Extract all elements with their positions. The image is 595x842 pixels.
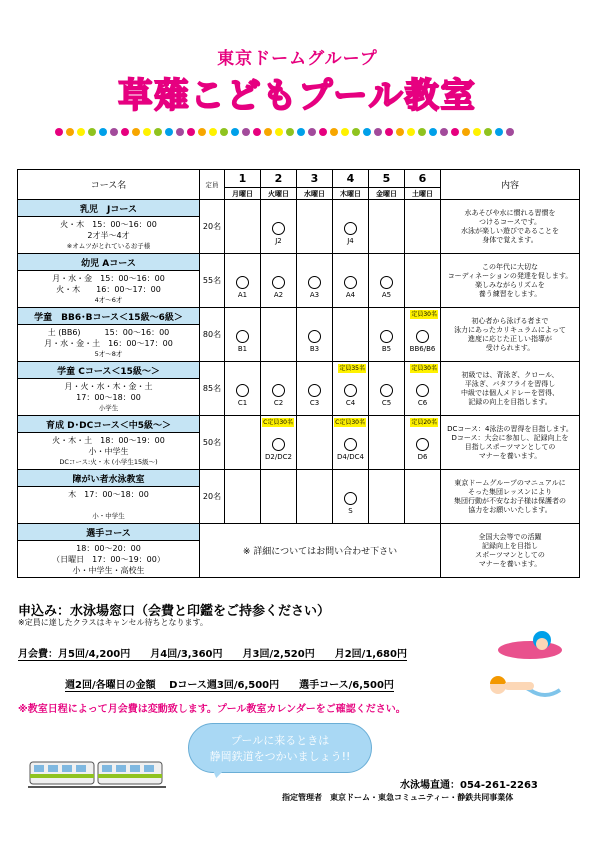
decorative-dot	[231, 128, 239, 136]
decorative-dot	[264, 128, 272, 136]
schedule-cell	[405, 308, 441, 362]
course-details	[18, 433, 200, 470]
class-available-icon	[380, 384, 393, 397]
schedule-cell	[225, 308, 261, 362]
course-line	[18, 500, 199, 511]
desc-line: 身体で覚えます。	[482, 235, 538, 244]
decorative-dot	[99, 128, 107, 136]
schedule-cell	[333, 470, 369, 524]
desc-line: マナーを養います。	[478, 451, 542, 460]
schedule-cell	[261, 308, 297, 362]
schedule-cell	[297, 254, 333, 308]
schedule-table	[17, 169, 580, 578]
decorative-dot	[209, 128, 217, 136]
course-description	[441, 308, 580, 362]
day-num: 3	[297, 170, 333, 188]
decorative-dot	[66, 128, 74, 136]
class-available-icon	[380, 276, 393, 289]
course-details	[18, 541, 200, 578]
course-name: 乳児 Jコース	[18, 200, 200, 217]
course-name: 幼児 Aコース	[18, 254, 200, 271]
course-line: 月・火・水・木・金・土	[64, 381, 153, 391]
decorative-dot	[330, 128, 338, 136]
class-code: BB6/B6	[409, 345, 436, 353]
course-line: 木 17：00～18：00	[68, 489, 149, 499]
class-available-icon	[344, 438, 357, 451]
elite-note: ※ 詳細についてはお問い合わせ下さい	[200, 524, 441, 578]
header-course: コース名	[18, 170, 200, 200]
course-capacity: 85名	[200, 362, 225, 416]
decorative-dot	[374, 128, 382, 136]
course-line: 火・木 16：00～17：00	[56, 284, 161, 294]
decorative-dot	[88, 128, 96, 136]
class-available-icon	[344, 492, 357, 505]
class-code: B1	[237, 345, 248, 353]
class-available-icon	[272, 384, 285, 397]
bubble-tail	[212, 768, 226, 778]
desc-line: スポーツマンとしての	[475, 550, 545, 559]
course-description	[441, 470, 580, 524]
decorative-dot	[132, 128, 140, 136]
desc-line: 進度に応じた正しい指導が	[468, 334, 552, 343]
day-num: 4	[333, 170, 369, 188]
class-code: A4	[345, 291, 356, 299]
course-capacity: 50名	[200, 416, 225, 470]
desc-line: 集団行動が不安なお子様は保護者の	[454, 496, 566, 505]
desc-line: 楽しみながらリズムを	[475, 280, 545, 289]
day-name: 土曜日	[405, 188, 441, 200]
class-available-icon	[416, 330, 429, 343]
desc-line: 受けられます。	[485, 343, 535, 352]
schedule-cell	[261, 470, 297, 524]
desc-line: コーディネーションの発達を促します。	[447, 271, 573, 280]
schedule-cell	[369, 308, 405, 362]
schedule-cell	[369, 416, 405, 470]
decorative-dot	[77, 128, 85, 136]
decorative-dot	[429, 128, 437, 136]
swimmer-illustration	[470, 620, 580, 710]
class-code: C2	[273, 399, 284, 407]
decorative-dot	[440, 128, 448, 136]
class-available-icon	[308, 276, 321, 289]
schedule-cell	[297, 416, 333, 470]
class-available-icon	[272, 222, 285, 235]
desc-line: 記録の向上を目指します。	[468, 397, 552, 406]
class-available-icon	[272, 438, 285, 451]
decorative-dot	[253, 128, 261, 136]
schedule-cell	[405, 254, 441, 308]
manager-info: 指定管理者 東京ドーム・東急コミュニティー・静鉄共同事業体	[282, 793, 514, 802]
day-name: 水曜日	[297, 188, 333, 200]
class-available-icon	[236, 330, 249, 343]
decorative-dot	[110, 128, 118, 136]
capacity-badge: 定員20名	[411, 419, 437, 426]
day-name: 木曜日	[333, 188, 369, 200]
class-available-icon	[236, 384, 249, 397]
day-num: 6	[405, 170, 441, 188]
schedule-cell	[297, 362, 333, 416]
decorative-dot	[341, 128, 349, 136]
decorative-dot	[462, 128, 470, 136]
decorative-dots	[55, 128, 555, 138]
course-description	[441, 416, 580, 470]
desc-line: そった集団レッスンにより	[468, 487, 552, 496]
course-name: 障がい者水泳教室	[18, 470, 200, 487]
schedule-cell	[405, 416, 441, 470]
desc-line: 協力をお願いいたします。	[468, 505, 552, 514]
desc-line: 水泳が楽しい遊びであることを	[461, 226, 559, 235]
schedule-cell	[369, 200, 405, 254]
course-line: 土 (BB6) 15：00～16：00	[47, 327, 170, 337]
schedule-cell	[225, 200, 261, 254]
train-illustration	[28, 758, 166, 790]
class-code: C1	[237, 399, 248, 407]
course-line: 18：00～20：00	[76, 543, 141, 553]
course-line: 小学生	[98, 403, 119, 412]
decorative-dot	[275, 128, 283, 136]
header-content: 内容	[441, 170, 580, 200]
class-available-icon	[344, 276, 357, 289]
day-name: 月曜日	[225, 188, 261, 200]
schedule-cell	[261, 254, 297, 308]
page-title: 草薙こどもプール教室	[118, 76, 477, 116]
class-available-icon	[236, 276, 249, 289]
course-line: 小・中学生・高校生	[72, 565, 145, 575]
desc-line: 初級では、背泳ぎ、クロール、	[461, 370, 559, 379]
course-details	[18, 325, 200, 362]
course-line: 2才半～4才	[87, 230, 130, 240]
apply-note: ※定員に達したクラスはキャンセル待ちとなります。	[18, 618, 208, 627]
desc-line: 養う練習をします。	[478, 289, 542, 298]
course-capacity: 20名	[200, 200, 225, 254]
decorative-dot	[242, 128, 250, 136]
decorative-dot	[297, 128, 305, 136]
course-line: ※オムツがとれているお子様	[66, 241, 151, 250]
desc-line: 全国大会等での活躍	[478, 532, 542, 541]
bubble-line: 静岡鉄道をつかいましょう!!	[209, 750, 351, 763]
course-description	[441, 200, 580, 254]
schedule-cell	[261, 200, 297, 254]
class-available-icon	[344, 222, 357, 235]
course-capacity: 80名	[200, 308, 225, 362]
decorative-dot	[396, 128, 404, 136]
course-line: 小・中学生	[88, 446, 129, 456]
class-code: A5	[381, 291, 392, 299]
desc-line: 平泳ぎ、バタフライを習得し	[464, 379, 556, 388]
desc-line: 中級では個人メドレーを習得、	[461, 388, 559, 397]
decorative-dot	[143, 128, 151, 136]
course-name: 学童 BB6･Bコース＜15級～6級＞	[18, 308, 200, 325]
schedule-cell	[225, 470, 261, 524]
decorative-dot	[220, 128, 228, 136]
decorative-dot	[165, 128, 173, 136]
course-line: DCコース:火・木 (小学生15級～)	[59, 457, 158, 466]
class-code: C5	[381, 399, 392, 407]
decorative-dot	[352, 128, 360, 136]
desc-line: つけるコースです。	[478, 217, 542, 226]
course-name: 学童 Cコース＜15級～＞	[18, 362, 200, 379]
class-code: D2/DC2	[265, 453, 292, 461]
schedule-cell	[225, 254, 261, 308]
class-code: C4	[345, 399, 356, 407]
class-code: J4	[347, 237, 354, 245]
schedule-cell	[225, 362, 261, 416]
decorative-dot	[473, 128, 481, 136]
schedule-cell	[333, 416, 369, 470]
course-line: 火・木・土 18：00～19：00	[52, 435, 165, 445]
class-code: D6	[417, 453, 428, 461]
schedule-cell	[297, 470, 333, 524]
schedule-cell	[405, 362, 441, 416]
schedule-cell	[333, 362, 369, 416]
course-line: 17：00～18：00	[76, 392, 141, 402]
extra-fee: 週2回/各曜日の金額 Dコース週3回/6,500円 選手コース/6,500円	[65, 676, 394, 692]
day-name: 金曜日	[369, 188, 405, 200]
class-code: J2	[275, 237, 282, 245]
day-num: 1	[225, 170, 261, 188]
class-code: A2	[273, 291, 284, 299]
class-code: B3	[309, 345, 320, 353]
decorative-dot	[363, 128, 371, 136]
fee-notice: ※教室日程によって月会費は変動致します。プール教室カレンダーをご確認ください。	[18, 704, 406, 715]
capacity-badge: 定員35名	[339, 365, 365, 372]
schedule-cell	[333, 200, 369, 254]
course-name: 育成 D･DCコース＜中5級～＞	[18, 416, 200, 433]
class-code: D4/DC4	[337, 453, 364, 461]
day-num: 2	[261, 170, 297, 188]
course-description	[441, 362, 580, 416]
decorative-dot	[418, 128, 426, 136]
desc-line: 泳力にあったカリキュラムによって	[454, 325, 566, 334]
schedule-cell	[297, 308, 333, 362]
desc-line: 初心者から泳げる者まで	[471, 316, 549, 325]
day-name: 火曜日	[261, 188, 297, 200]
schedule-cell	[225, 416, 261, 470]
decorative-dot	[121, 128, 129, 136]
schedule-cell	[333, 308, 369, 362]
schedule-cell	[261, 362, 297, 416]
course-description	[441, 254, 580, 308]
apply-title: 申込み：水泳場窓口（会費と印鑑をご持参ください）	[18, 604, 331, 619]
decorative-dot	[187, 128, 195, 136]
railway-bubble	[188, 723, 372, 773]
capacity-badge: C定員30名	[263, 419, 293, 426]
class-available-icon	[308, 384, 321, 397]
desc-line: 目指しスポーツマンとしての	[464, 442, 556, 451]
decorative-dot	[308, 128, 316, 136]
day-num: 5	[369, 170, 405, 188]
decorative-dot	[484, 128, 492, 136]
course-capacity: 55名	[200, 254, 225, 308]
schedule-cell	[333, 254, 369, 308]
class-available-icon	[416, 438, 429, 451]
decorative-dot	[176, 128, 184, 136]
course-details	[18, 487, 200, 524]
class-available-icon	[308, 330, 321, 343]
class-code: A1	[237, 291, 248, 299]
course-details	[18, 271, 200, 308]
course-capacity: 20名	[200, 470, 225, 524]
schedule-cell	[297, 200, 333, 254]
course-details	[18, 217, 200, 254]
course-name: 選手コース	[18, 524, 200, 541]
decorative-dot	[55, 128, 63, 136]
course-line: 5才～8才	[94, 349, 123, 358]
decorative-dot	[286, 128, 294, 136]
desc-line: この年代に大切な	[482, 262, 538, 271]
desc-line: マナーを養います。	[478, 559, 542, 568]
capacity-badge: C定員30名	[335, 419, 365, 426]
class-available-icon	[272, 276, 285, 289]
schedule-cell	[369, 470, 405, 524]
course-line: 4才～6才	[94, 295, 123, 304]
class-code: B5	[381, 345, 392, 353]
class-code: C3	[309, 399, 320, 407]
decorative-dot	[506, 128, 514, 136]
course-description	[441, 524, 580, 578]
bubble-line: プールに来るときは	[230, 734, 330, 747]
course-line: 月・水・金 15：00～16：00	[52, 273, 165, 283]
decorative-dot	[407, 128, 415, 136]
capacity-badge: 定員30名	[411, 365, 437, 372]
decorative-dot	[451, 128, 459, 136]
class-code: C6	[417, 399, 428, 407]
course-line: 火・木 15：00～16：00	[60, 219, 157, 229]
class-code: S	[348, 507, 353, 515]
decorative-dot	[319, 128, 327, 136]
desc-line: DCコース：4泳法の習得を目指します。	[447, 424, 573, 433]
schedule-cell	[369, 254, 405, 308]
class-code: A3	[309, 291, 320, 299]
course-line: 月・水・金・土 16：00～17：00	[44, 338, 173, 348]
class-available-icon	[416, 384, 429, 397]
desc-line: 記録向上を目指し	[482, 541, 538, 550]
class-available-icon	[380, 330, 393, 343]
schedule-cell	[261, 416, 297, 470]
desc-line: Dコース：大会に参加し、記録向上を	[451, 433, 569, 442]
capacity-badge: 定員30名	[411, 311, 437, 318]
decorative-dot	[198, 128, 206, 136]
schedule-cell	[405, 200, 441, 254]
group-name: 東京ドームグループ	[217, 49, 378, 69]
course-details	[18, 379, 200, 416]
decorative-dot	[495, 128, 503, 136]
desc-line: 水あそびや水に慣れる習慣を	[464, 208, 556, 217]
class-available-icon	[344, 384, 357, 397]
schedule-cell	[369, 362, 405, 416]
desc-line: 東京ドームグループのマニュアルに	[454, 478, 566, 487]
course-line: 小・中学生	[92, 511, 125, 520]
decorative-dot	[154, 128, 162, 136]
course-line: （日曜日 17：00～19：00）	[52, 554, 165, 564]
header-capacity: 定員	[200, 170, 225, 200]
schedule-cell	[405, 470, 441, 524]
decorative-dot	[385, 128, 393, 136]
phone-number: 水泳場直通：054-261-2263	[400, 780, 538, 791]
monthly-fee: 月会費：月5回/4,200円 月4回/3,360円 月3回/2,520円 月2回/1,680円	[18, 645, 407, 661]
